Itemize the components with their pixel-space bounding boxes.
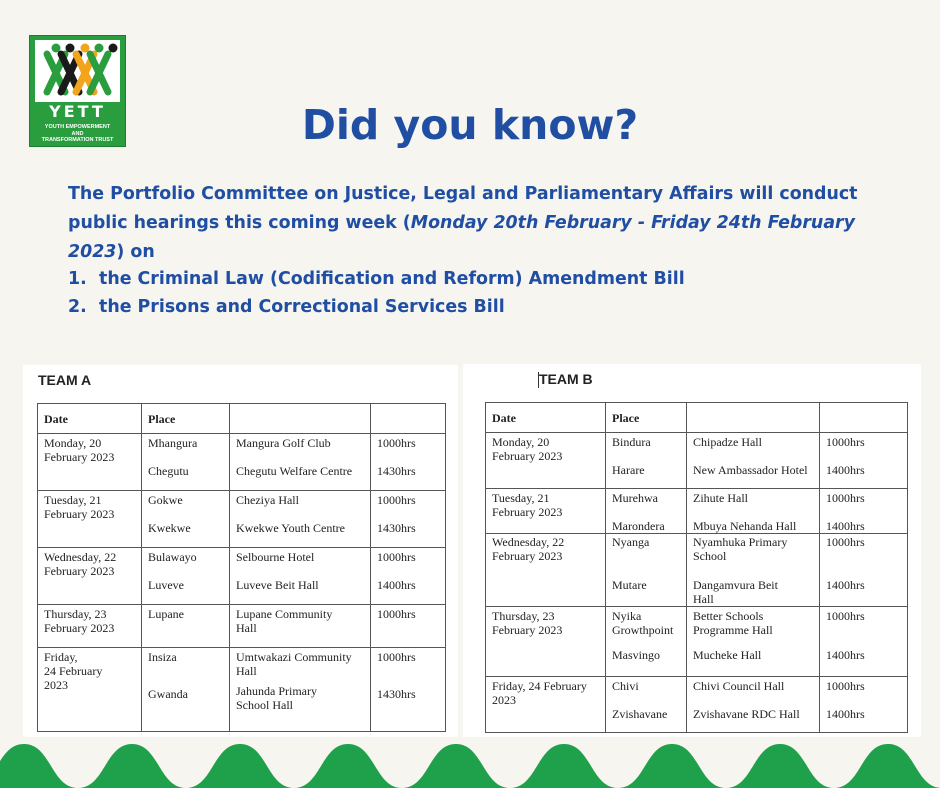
venue-cell: Better Schools Programme Hall Mucheke Hall xyxy=(687,607,820,677)
venue-cell: Chivi Council Hall Zvishavane RDC Hall xyxy=(687,677,820,733)
table-row xyxy=(486,534,908,607)
col-date-header: Date xyxy=(38,404,142,434)
venue-cell: Chipadze Hall New Ambassador Hotel xyxy=(687,433,820,489)
intro-text: The Portfolio Committee on Justice, Legal and Parliamentary Affairs will conduct public hearings this coming week (Monday 20th February - Friday 24th February 2023) on xyxy=(68,184,858,262)
list-item: 1. the Criminal Law (Codification and Reform) Amendment Bill xyxy=(68,269,685,289)
table-row xyxy=(486,607,908,677)
table-header-row xyxy=(486,403,908,433)
time-cell: 1000hrs 1400hrs xyxy=(820,677,908,733)
table-row xyxy=(486,433,908,489)
col-venue-header xyxy=(230,404,371,434)
table-row xyxy=(38,491,446,548)
date-cell: Friday, 24 February 2023 xyxy=(38,648,142,732)
col-time-header xyxy=(371,404,446,434)
table-row xyxy=(38,548,446,605)
col-venue-header xyxy=(687,403,820,433)
team-b-title: TEAM B xyxy=(539,371,593,387)
date-cell: Tuesday, 21 February 2023 xyxy=(38,491,142,548)
time-cell: 1000hrs 1400hrs xyxy=(820,607,908,677)
people-figures-icon xyxy=(35,40,120,102)
page-title: Did you know? xyxy=(301,101,639,149)
col-place-header: Place xyxy=(606,403,687,433)
place-cell: Gokwe Kwekwe xyxy=(142,491,230,548)
team-a-table xyxy=(37,403,446,732)
venue-cell: Selbourne Hotel Luveve Beit Hall xyxy=(230,548,371,605)
logo-subtitle: YOUTH EMPOWERMENT AND TRANSFORMATION TRUST xyxy=(41,124,114,143)
place-cell: Insiza Gwanda xyxy=(142,648,230,732)
table-header-row xyxy=(38,404,446,434)
team-a-title: TEAM A xyxy=(38,372,92,388)
place-cell: Chivi Zvishavane xyxy=(606,677,687,733)
date-cell: Friday, 24 February 2023 xyxy=(486,677,606,733)
table-row xyxy=(38,605,446,648)
time-cell: 1000hrs 1400hrs xyxy=(371,548,446,605)
venue-cell: Nyamhuka Primary School Dangamvura Beit Hall xyxy=(687,534,820,607)
date-cell: Monday, 20 February 2023 xyxy=(38,434,142,491)
place-cell: Nyika Growthpoint Masvingo xyxy=(606,607,687,677)
date-cell: Wednesday, 22 February 2023 xyxy=(38,548,142,605)
date-cell: Thursday, 23 February 2023 xyxy=(38,605,142,648)
time-cell: 1000hrs 1430hrs xyxy=(371,648,446,732)
list-item: 2. the Prisons and Correctional Services Bill xyxy=(68,297,505,317)
venue-cell: Umtwakazi Community Hall Jahunda Primary School Hall xyxy=(230,648,371,732)
time-cell: 1000hrs 1430hrs xyxy=(371,491,446,548)
place-cell: Nyanga Mutare xyxy=(606,534,687,607)
date-cell: Wednesday, 22 February 2023 xyxy=(486,534,606,607)
table-row xyxy=(38,434,446,491)
hearing-dates: Monday 20th February - Friday 24th February 2023 xyxy=(68,213,855,262)
table-row xyxy=(38,648,446,732)
date-cell: Thursday, 23 February 2023 xyxy=(486,607,606,677)
team-a-schedule xyxy=(23,365,458,737)
bills-list xyxy=(68,265,888,321)
time-cell: 1000hrs 1400hrs xyxy=(820,489,908,534)
time-cell: 1000hrs 1400hrs xyxy=(820,534,908,607)
team-b-table xyxy=(485,402,908,733)
place-cell: Murehwa Marondera xyxy=(606,489,687,534)
team-b-schedule xyxy=(463,364,921,737)
table-row xyxy=(486,677,908,733)
time-cell: 1000hrs 1400hrs xyxy=(820,433,908,489)
time-cell: 1000hrs xyxy=(371,605,446,648)
green-wave-footer xyxy=(0,740,940,788)
venue-cell: Mangura Golf Club Chegutu Welfare Centre xyxy=(230,434,371,491)
venue-cell: Lupane Community Hall xyxy=(230,605,371,648)
table-row xyxy=(486,489,908,534)
venue-cell: Zihute Hall Mbuya Nehanda Hall xyxy=(687,489,820,534)
date-cell: Monday, 20 February 2023 xyxy=(486,433,606,489)
place-cell: Lupane xyxy=(142,605,230,648)
date-cell: Tuesday, 21 February 2023 xyxy=(486,489,606,534)
place-cell: Bulawayo Luveve xyxy=(142,548,230,605)
col-date-header: Date xyxy=(486,403,606,433)
time-cell: 1000hrs 1430hrs xyxy=(371,434,446,491)
place-cell: Mhangura Chegutu xyxy=(142,434,230,491)
logo-name: YETT xyxy=(49,102,106,121)
venue-cell: Cheziya Hall Kwekwe Youth Centre xyxy=(230,491,371,548)
col-place-header: Place xyxy=(142,404,230,434)
col-time-header xyxy=(820,403,908,433)
place-cell: Bindura Harare xyxy=(606,433,687,489)
